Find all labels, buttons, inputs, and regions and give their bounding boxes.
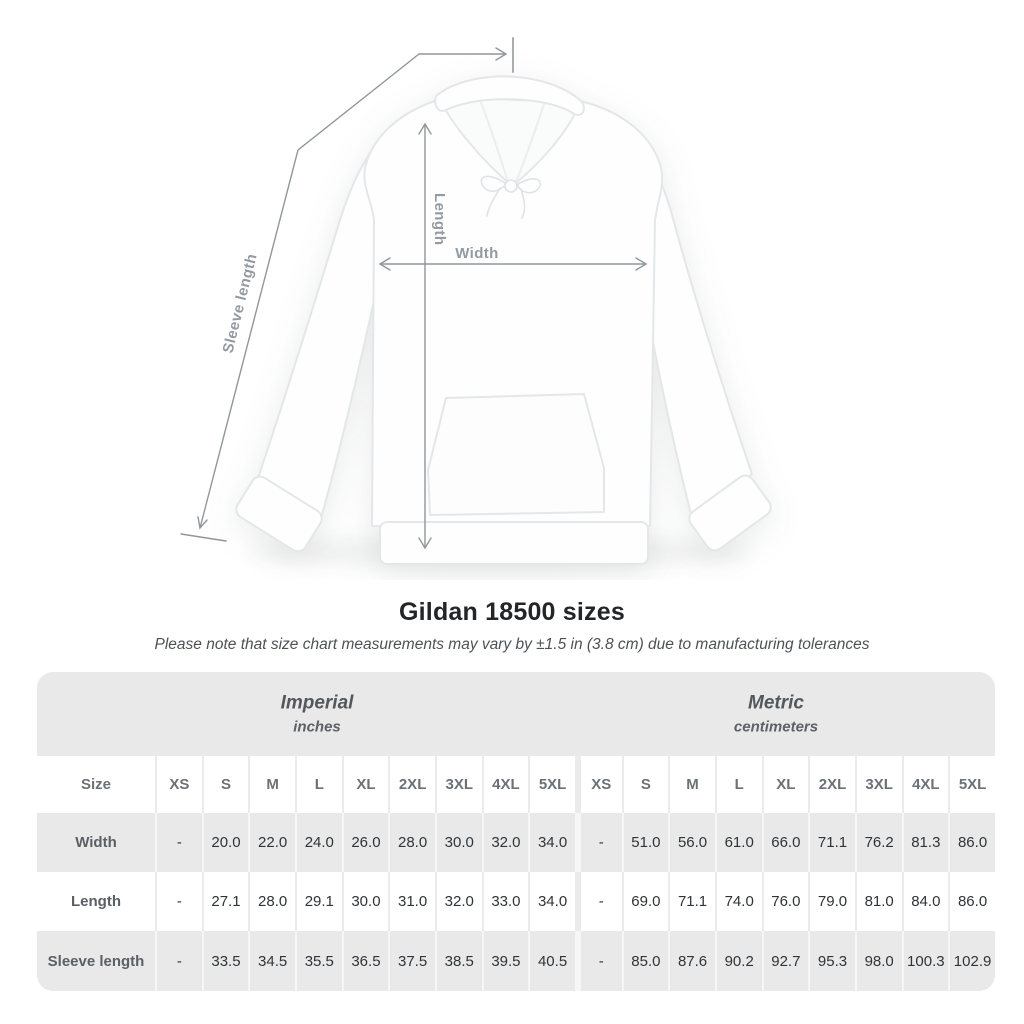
col-header-imperial-2xl: 2XL <box>388 756 435 813</box>
col-header-imperial-xs: XS <box>155 756 202 813</box>
cell-imperial-5xl: 34.0 <box>528 813 575 872</box>
col-header-metric-xl: XL <box>762 756 809 813</box>
cell-metric-5xl: 86.0 <box>948 813 995 872</box>
cell-imperial-l: 35.5 <box>295 931 342 991</box>
cell-metric-4xl: 100.3 <box>902 931 949 991</box>
cell-metric-4xl: 84.0 <box>902 872 949 931</box>
measurement-row-sleeve-length <box>37 931 995 991</box>
cell-metric-m: 56.0 <box>668 813 715 872</box>
hoodie-pocket <box>428 394 604 515</box>
col-header-metric-4xl: 4XL <box>902 756 949 813</box>
metric-group-unit: centimeters <box>733 718 819 736</box>
cell-metric-s: 69.0 <box>622 872 669 931</box>
cell-metric-2xl: 71.1 <box>808 813 855 872</box>
cell-metric-s: 51.0 <box>622 813 669 872</box>
cell-metric-2xl: 95.3 <box>808 931 855 991</box>
cell-imperial-xl: 36.5 <box>342 931 389 991</box>
col-header-imperial-l: L <box>295 756 342 813</box>
size-header-row <box>37 756 995 813</box>
measurement-row-width <box>37 813 995 872</box>
cell-imperial-xl: 30.0 <box>342 872 389 931</box>
cell-imperial-m: 34.5 <box>248 931 295 991</box>
cell-imperial-m: 22.0 <box>248 813 295 872</box>
cell-imperial-2xl: 31.0 <box>388 872 435 931</box>
cell-metric-2xl: 79.0 <box>808 872 855 931</box>
length-measure-label: Length <box>431 193 448 246</box>
cell-imperial-s: 27.1 <box>202 872 249 931</box>
tolerance-note: Please note that size chart measurements may vary by ±1.5 in (3.8 cm) due to manufacturing tolerances <box>154 636 870 653</box>
col-header-imperial-3xl: 3XL <box>435 756 482 813</box>
col-header-imperial-m: M <box>248 756 295 813</box>
size-table-body <box>37 813 995 991</box>
cell-imperial-m: 28.0 <box>248 872 295 931</box>
col-header-imperial-xl: XL <box>342 756 389 813</box>
page-title: Gildan 18500 sizes <box>399 598 625 626</box>
col-header-imperial-5xl: 5XL <box>528 756 575 813</box>
row-label-length: Length <box>37 872 155 931</box>
col-header-metric-l: L <box>715 756 762 813</box>
cell-imperial-xs: - <box>155 931 202 991</box>
measurement-row-length <box>37 872 995 931</box>
unit-group-row <box>37 672 995 756</box>
cell-imperial-2xl: 28.0 <box>388 813 435 872</box>
col-header-metric-m: M <box>668 756 715 813</box>
cell-imperial-l: 29.1 <box>295 872 342 931</box>
cell-metric-xl: 66.0 <box>762 813 809 872</box>
cell-metric-5xl: 86.0 <box>948 872 995 931</box>
col-header-imperial-s: S <box>202 756 249 813</box>
size-table-grid <box>37 672 995 991</box>
metric-group-header <box>734 693 818 736</box>
cell-metric-l: 74.0 <box>715 872 762 931</box>
row-label-sleeve-length: Sleeve length <box>37 931 155 991</box>
cell-imperial-3xl: 30.0 <box>435 813 482 872</box>
col-header-metric-3xl: 3XL <box>855 756 902 813</box>
cell-imperial-l: 24.0 <box>295 813 342 872</box>
cell-imperial-5xl: 34.0 <box>528 872 575 931</box>
unit-group-band <box>37 672 995 756</box>
cell-imperial-5xl: 40.5 <box>528 931 575 991</box>
cell-metric-l: 61.0 <box>715 813 762 872</box>
cell-imperial-4xl: 39.5 <box>482 931 529 991</box>
cell-imperial-2xl: 37.5 <box>388 931 435 991</box>
cell-imperial-4xl: 33.0 <box>482 872 529 931</box>
cell-metric-xl: 76.0 <box>762 872 809 931</box>
width-measure-label: Width <box>455 245 499 262</box>
cell-metric-m: 71.1 <box>668 872 715 931</box>
cell-metric-l: 90.2 <box>715 931 762 991</box>
cell-imperial-3xl: 38.5 <box>435 931 482 991</box>
sleeve-bottom-tick <box>181 534 226 541</box>
cell-imperial-s: 33.5 <box>202 931 249 991</box>
cell-imperial-3xl: 32.0 <box>435 872 482 931</box>
cell-metric-m: 87.6 <box>668 931 715 991</box>
cell-metric-3xl: 76.2 <box>855 813 902 872</box>
cell-metric-xs: - <box>575 872 622 931</box>
cell-imperial-xl: 26.0 <box>342 813 389 872</box>
cell-metric-xs: - <box>575 813 622 872</box>
imperial-group-unit: inches <box>293 718 341 736</box>
size-table <box>37 672 995 991</box>
sleeve-length-measure-label: Sleeve length <box>219 252 261 355</box>
cell-metric-4xl: 81.3 <box>902 813 949 872</box>
cell-imperial-xs: - <box>155 813 202 872</box>
hoodie-hem-band <box>380 522 648 564</box>
metric-group-label: Metric <box>748 692 804 714</box>
cell-metric-xl: 92.7 <box>762 931 809 991</box>
col-header-metric-s: S <box>622 756 669 813</box>
col-header-metric-5xl: 5XL <box>948 756 995 813</box>
hoodie-garment <box>233 76 774 564</box>
imperial-group-header <box>281 693 354 736</box>
cell-metric-s: 85.0 <box>622 931 669 991</box>
cell-imperial-xs: - <box>155 872 202 931</box>
cell-metric-3xl: 98.0 <box>855 931 902 991</box>
cell-metric-3xl: 81.0 <box>855 872 902 931</box>
col-header-metric-xs: XS <box>575 756 622 813</box>
col-header-metric-2xl: 2XL <box>808 756 855 813</box>
cell-imperial-4xl: 32.0 <box>482 813 529 872</box>
cell-metric-5xl: 102.9 <box>948 931 995 991</box>
imperial-group-label: Imperial <box>280 692 354 714</box>
cell-imperial-s: 20.0 <box>202 813 249 872</box>
size-column-header: Size <box>37 756 155 813</box>
row-label-width: Width <box>37 813 155 872</box>
cell-metric-xs: - <box>575 931 622 991</box>
col-header-imperial-4xl: 4XL <box>482 756 529 813</box>
